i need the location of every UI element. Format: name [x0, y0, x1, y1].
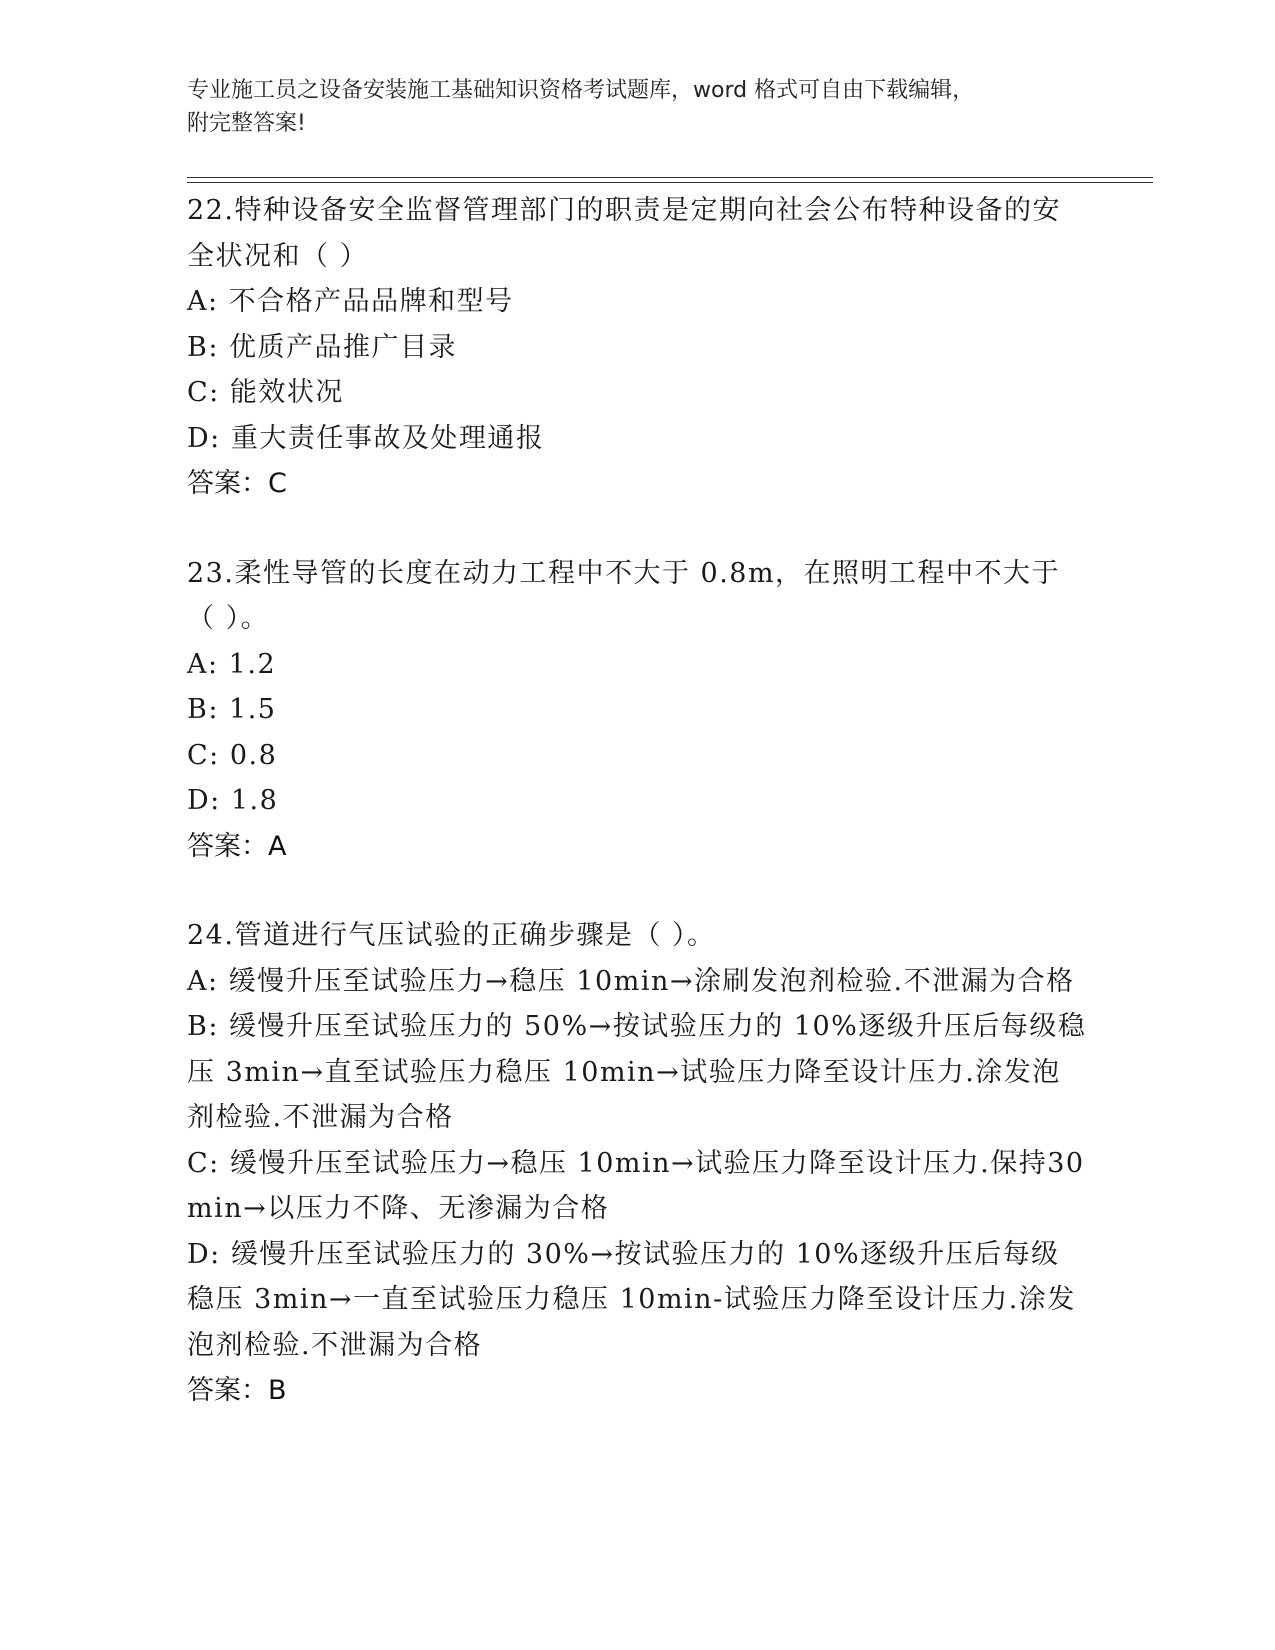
option-c: C: 0.8: [187, 739, 278, 771]
option-d: D: 重大责任事故及处理通报: [187, 422, 545, 454]
option-b: B: 优质产品推广目录: [187, 331, 458, 363]
header-line-2: 附完整答案!: [187, 111, 306, 136]
answer-line: 答案：B: [187, 1375, 287, 1406]
option-b: B: 1.5: [187, 694, 277, 725]
question-22: [187, 188, 1087, 507]
option-c: C: 能效状况: [187, 377, 344, 408]
answer-line: 答案：C: [187, 468, 287, 499]
question-23: [187, 551, 1087, 870]
question-24: [187, 913, 1087, 1414]
header-line-1: 专业施工员之设备安装施工基础知识资格考试题库，word 格式可自由下载编辑，: [187, 78, 975, 103]
option-a: A: 不合格产品品牌和型号: [187, 286, 514, 317]
option-a: A: 缓慢升压至试验压力→稳压 10min→涂刷发泡剂检验.不泄漏为合格: [187, 965, 1075, 997]
question-list: [187, 188, 1087, 1458]
option-d: D: 缓慢升压至试验压力的 30%→按试验压力的 10%逐级升压后每级稳压 3min→一直至试验压力稳压 10min-试验压力降至设计压力.涂发泡剂检验.不泄漏为合格: [187, 1238, 1076, 1361]
answer-line: 答案：A: [187, 830, 287, 862]
option-c: C: 缓慢升压至试验压力→稳压 10min→试验压力降至设计压力.保持30min→以压力不降、无渗漏为合格: [187, 1147, 1085, 1224]
question-stem: 22.特种设备安全监督管理部门的职责是定期向社会公布特种设备的安全状况和（ ）: [187, 195, 1061, 272]
header-divider-top: [187, 177, 1153, 178]
question-stem: 23.柔性导管的长度在动力工程中不大于 0.8m，在照明工程中不大于（ ）。: [187, 557, 1061, 634]
header-divider-bottom: [187, 182, 1153, 183]
document-header: [187, 74, 1087, 140]
option-b: B: 缓慢升压至试验压力的 50%→按试验压力的 10%逐级升压后每级稳压 3min→直至试验压力稳压 10min→试验压力降至设计压力.涂发泡剂检验.不泄漏为合格: [187, 1011, 1087, 1133]
option-d: D: 1.8: [187, 785, 279, 816]
option-a: A: 1.2: [187, 648, 277, 680]
question-stem: 24.管道进行气压试验的正确步骤是（ ）。: [187, 920, 716, 951]
